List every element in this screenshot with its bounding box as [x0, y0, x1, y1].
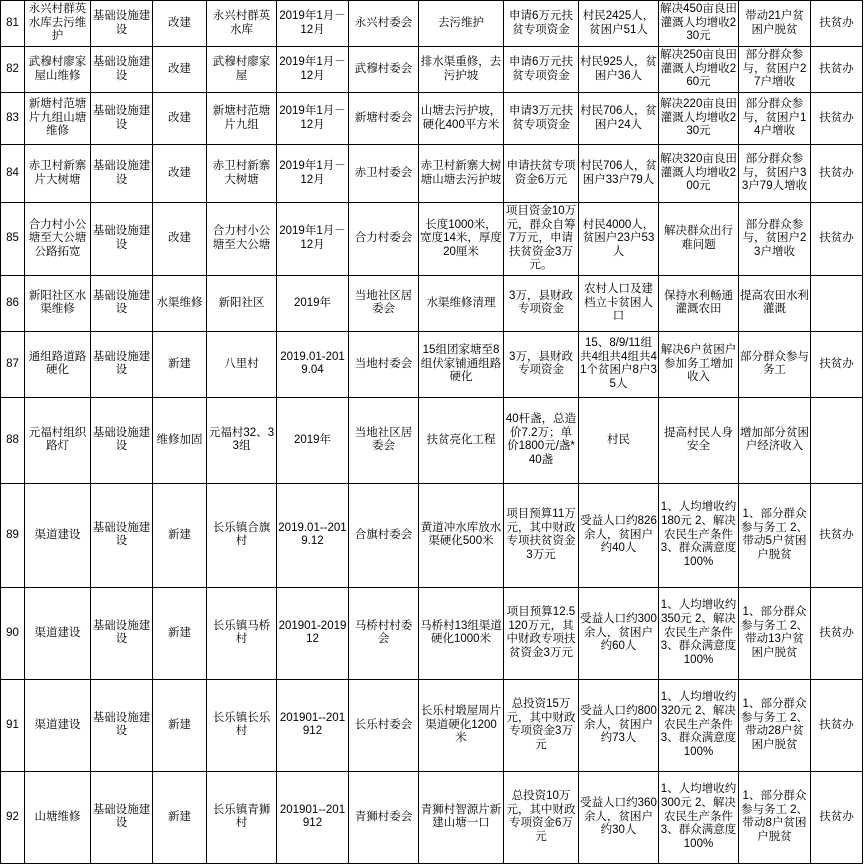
- cell-responsible: [811, 397, 863, 483]
- cell-mechanism: 带动21户贫困户脱贫: [739, 1, 811, 47]
- cell-benefit: 村民706人，贫困户24人: [579, 93, 659, 145]
- cell-project-name: 新塘村范塘片九组山塘维修: [25, 93, 91, 145]
- cell-goal: 解决450亩良田灌溉人均增收230元: [659, 1, 739, 47]
- cell-place: 元福村32、33组: [207, 397, 277, 483]
- cell-task: 马桥村13组渠道硬化1000米: [419, 587, 504, 679]
- cell-period: 2019年: [277, 275, 349, 331]
- cell-funds: 40杆盏，总造价7.2万；单价1800元/盏*40盏: [504, 397, 579, 483]
- cell-benefit: 村民2425人，贫困户51人: [579, 1, 659, 47]
- cell-no: 86: [1, 275, 25, 331]
- cell-no: 85: [1, 203, 25, 276]
- cell-task: 15组团家塘至8组伏家铺通组路硬化: [419, 331, 504, 397]
- cell-funds: 项目预算11万元，其中财政专项扶贫资金3万元: [504, 483, 579, 587]
- cell-mode: 改建: [153, 93, 207, 145]
- table-body: [1, 1, 863, 864]
- table-row: [1, 771, 863, 863]
- cell-place: 永兴村群英水库: [207, 1, 277, 47]
- cell-no: 88: [1, 397, 25, 483]
- cell-no: 81: [1, 1, 25, 47]
- cell-unit: 永兴村委会: [349, 1, 419, 47]
- cell-unit: 合力村委会: [349, 203, 419, 276]
- cell-goal: 保持水利畅通灌溉农田: [659, 275, 739, 331]
- cell-unit: 当地社区居委会: [349, 397, 419, 483]
- cell-funds: 项目预算12.5120万元，其中财政专项扶贫资金3万元: [504, 587, 579, 679]
- cell-funds: 3万，县财政专项资金: [504, 331, 579, 397]
- cell-project-name: 元福村组织路灯: [25, 397, 91, 483]
- cell-period: 201901-201912: [277, 587, 349, 679]
- cell-unit: 当地村委会: [349, 331, 419, 397]
- table-row: [1, 483, 863, 587]
- cell-project-name: 通组路道路硬化: [25, 331, 91, 397]
- cell-funds: 3万，县财政专项资金: [504, 275, 579, 331]
- table-row: [1, 275, 863, 331]
- cell-category: 基础设施建设: [91, 397, 153, 483]
- cell-goal: 解决220亩良田灌溉人均增收230元: [659, 93, 739, 145]
- cell-mechanism: 部分群众参与，贫困户33户79人增收: [739, 145, 811, 203]
- cell-mechanism: 增加部分贫困户经济收入: [739, 397, 811, 483]
- cell-period: 2019.01-2019.04: [277, 331, 349, 397]
- cell-project-name: 武穆村廖家屋山维修: [25, 47, 91, 93]
- cell-mechanism: 提高农田水利灌溉: [739, 275, 811, 331]
- cell-responsible: 扶贫办: [811, 679, 863, 771]
- cell-funds: 申请6万元扶贫专项资金: [504, 1, 579, 47]
- cell-period: 2019年: [277, 397, 349, 483]
- cell-place: 八里村: [207, 331, 277, 397]
- cell-no: 82: [1, 47, 25, 93]
- cell-goal: 1、人均增收约300元 2、解决农民生产条件 3、群众满意度100%: [659, 771, 739, 863]
- cell-mode: 新建: [153, 483, 207, 587]
- cell-no: 91: [1, 679, 25, 771]
- cell-place: 武穆村廖家屋: [207, 47, 277, 93]
- cell-place: 新塘村范塘片九组: [207, 93, 277, 145]
- cell-period: 2019年1月－12月: [277, 47, 349, 93]
- cell-no: 84: [1, 145, 25, 203]
- cell-benefit: 受益人口约360余人，贫困户约30人: [579, 771, 659, 863]
- cell-unit: 当地社区居委会: [349, 275, 419, 331]
- cell-task: 长度1000米，宽度14米，厚度20厘米: [419, 203, 504, 276]
- cell-funds: 总投资10万元，其中财政专项资金6万元: [504, 771, 579, 863]
- cell-place: 新阳社区: [207, 275, 277, 331]
- cell-goal: 解决群众出行难问题: [659, 203, 739, 276]
- cell-task: 赤卫村新寨大树塘山塘去污护坡: [419, 145, 504, 203]
- cell-unit: 赤卫村委会: [349, 145, 419, 203]
- cell-task: 山塘去污护坡，硬化400平方米: [419, 93, 504, 145]
- table-row: [1, 203, 863, 276]
- cell-mode: 维修加固: [153, 397, 207, 483]
- cell-no: 90: [1, 587, 25, 679]
- cell-category: 基础设施建设: [91, 47, 153, 93]
- table-row: [1, 679, 863, 771]
- cell-task: 排水渠重修，去污护坡: [419, 47, 504, 93]
- cell-no: 87: [1, 331, 25, 397]
- cell-unit: 青狮村委会: [349, 771, 419, 863]
- cell-unit: 武穆村委会: [349, 47, 419, 93]
- cell-period: 201901--201912: [277, 771, 349, 863]
- cell-funds: 申请6万元扶贫专项资金: [504, 47, 579, 93]
- cell-category: 基础设施建设: [91, 145, 153, 203]
- cell-project-name: 永兴村群英水库去污维护: [25, 1, 91, 47]
- cell-period: 201901--201912: [277, 679, 349, 771]
- cell-benefit: 村民4000人，贫困户23户53人: [579, 203, 659, 276]
- cell-goal: 1、人均增收约320元 2、解决农民生产条件 3、群众满意度100%: [659, 679, 739, 771]
- cell-no: 89: [1, 483, 25, 587]
- cell-responsible: 扶贫办: [811, 331, 863, 397]
- cell-unit: 新塘村委会: [349, 93, 419, 145]
- cell-benefit: 村民925人，贫困户36人: [579, 47, 659, 93]
- cell-category: 基础设施建设: [91, 331, 153, 397]
- cell-mode: 改建: [153, 1, 207, 47]
- cell-mechanism: 部分群众参与，贫困户27户增收: [739, 47, 811, 93]
- cell-responsible: 扶贫办: [811, 93, 863, 145]
- cell-period: 2019年1月－12月: [277, 145, 349, 203]
- cell-benefit: 村民: [579, 397, 659, 483]
- table-row: [1, 1, 863, 47]
- cell-project-name: 渠道建设: [25, 679, 91, 771]
- cell-category: 基础设施建设: [91, 483, 153, 587]
- cell-mode: 新建: [153, 679, 207, 771]
- cell-funds: 项目资金10万元，群众自筹7万元，申请扶贫资金3万元。: [504, 203, 579, 276]
- cell-category: 基础设施建设: [91, 1, 153, 47]
- cell-period: 2019年1月－12月: [277, 93, 349, 145]
- cell-mode: 新建: [153, 771, 207, 863]
- cell-task: 青狮村智源片新建山塘一口: [419, 771, 504, 863]
- cell-period: 2019年1月－12月: [277, 203, 349, 276]
- cell-project-name: 渠道建设: [25, 483, 91, 587]
- cell-no: 92: [1, 771, 25, 863]
- table-row: [1, 145, 863, 203]
- cell-category: 基础设施建设: [91, 771, 153, 863]
- cell-goal: 提高村民人身安全: [659, 397, 739, 483]
- cell-project-name: 渠道建设: [25, 587, 91, 679]
- cell-responsible: [811, 275, 863, 331]
- table-row: [1, 397, 863, 483]
- cell-category: 基础设施建设: [91, 203, 153, 276]
- cell-mechanism: 部分群众参与，贫困户14户增收: [739, 93, 811, 145]
- cell-goal: 1、人均增收约180元 2、解决农民生产条件 3、群众满意度100%: [659, 483, 739, 587]
- cell-mode: 改建: [153, 203, 207, 276]
- cell-benefit: 受益人口约800余人，贫困户约73人: [579, 679, 659, 771]
- table-row: [1, 331, 863, 397]
- cell-mode: 改建: [153, 47, 207, 93]
- cell-funds: 申请扶贫专项资金6万元: [504, 145, 579, 203]
- cell-benefit: 受益人口约300余人，贫困户约60人: [579, 587, 659, 679]
- cell-project-name: 合力村小公塘至大公塘公路拓宽: [25, 203, 91, 276]
- cell-responsible: 扶贫办: [811, 483, 863, 587]
- cell-place: 长乐镇马桥村: [207, 587, 277, 679]
- table-row: [1, 93, 863, 145]
- cell-place: 赤卫村新寨大树塘: [207, 145, 277, 203]
- cell-place: 长乐镇青狮村: [207, 771, 277, 863]
- cell-mechanism: 1、部分群众参与务工 2、带动5户贫困户脱贫: [739, 483, 811, 587]
- cell-task: 长乐村塅屋周片渠道硬化1200米: [419, 679, 504, 771]
- cell-project-name: 赤卫村新寨片大树塘: [25, 145, 91, 203]
- cell-period: 2019.01--2019.12: [277, 483, 349, 587]
- cell-task: 扶贫亮化工程: [419, 397, 504, 483]
- cell-category: 基础设施建设: [91, 587, 153, 679]
- cell-mechanism: 1、部分群众参与务工 2、带动13户贫困户脱贫: [739, 587, 811, 679]
- cell-task: 水渠维修清理: [419, 275, 504, 331]
- cell-place: 长乐镇长乐村: [207, 679, 277, 771]
- cell-unit: 马桥村村委会: [349, 587, 419, 679]
- table-row: [1, 47, 863, 93]
- cell-benefit: 15、8/9/11组共4组共4组共41个贫困户8户35人: [579, 331, 659, 397]
- cell-goal: 解决6户贫困户参加务工增加收入: [659, 331, 739, 397]
- cell-funds: 总投资15万元，其中财政专项资金3万元: [504, 679, 579, 771]
- cell-place: 合力村小公塘至大公塘: [207, 203, 277, 276]
- cell-category: 基础设施建设: [91, 93, 153, 145]
- cell-goal: 解决320亩良田灌溉人均增收200元: [659, 145, 739, 203]
- cell-responsible: 扶贫办: [811, 771, 863, 863]
- cell-mechanism: 部分群众参与，贫困户23户增收: [739, 203, 811, 276]
- cell-responsible: 扶贫办: [811, 145, 863, 203]
- cell-mode: 新建: [153, 331, 207, 397]
- cell-mode: 改建: [153, 145, 207, 203]
- cell-task: 黄道冲水库放水渠硬化500米: [419, 483, 504, 587]
- cell-responsible: 扶贫办: [811, 47, 863, 93]
- cell-mechanism: 1、部分群众参与务工 2、带动8户贫困户脱贫: [739, 771, 811, 863]
- cell-mode: 水渠维修: [153, 275, 207, 331]
- cell-project-name: 山塘维修: [25, 771, 91, 863]
- cell-responsible: 扶贫办: [811, 203, 863, 276]
- cell-goal: 解决250亩良田灌溉人均增收260元: [659, 47, 739, 93]
- cell-category: 基础设施建设: [91, 679, 153, 771]
- cell-unit: 长乐村委会: [349, 679, 419, 771]
- cell-responsible: 扶贫办: [811, 1, 863, 47]
- cell-mechanism: 部分群众参与务工: [739, 331, 811, 397]
- cell-goal: 1、人均增收约350元 2、解决农民生产条件 3、群众满意度100%: [659, 587, 739, 679]
- cell-benefit: 村民706人，贫困户33户79人: [579, 145, 659, 203]
- cell-category: 基础设施建设: [91, 275, 153, 331]
- cell-period: 2019年1月－12月: [277, 1, 349, 47]
- cell-funds: 申请3万元扶贫专项资金: [504, 93, 579, 145]
- table-row: [1, 587, 863, 679]
- cell-mode: 新建: [153, 587, 207, 679]
- cell-project-name: 新阳社区水渠维修: [25, 275, 91, 331]
- cell-mechanism: 1、部分群众参与务工 2、带动28户贫困户脱贫: [739, 679, 811, 771]
- cell-benefit: 受益人口约826余人，贫困户约40人: [579, 483, 659, 587]
- cell-task: 去污维护: [419, 1, 504, 47]
- cell-responsible: 扶贫办: [811, 587, 863, 679]
- cell-no: 83: [1, 93, 25, 145]
- cell-benefit: 农村人口及建档立卡贫困人口: [579, 275, 659, 331]
- cell-unit: 合旗村委会: [349, 483, 419, 587]
- cell-place: 长乐镇合旗村: [207, 483, 277, 587]
